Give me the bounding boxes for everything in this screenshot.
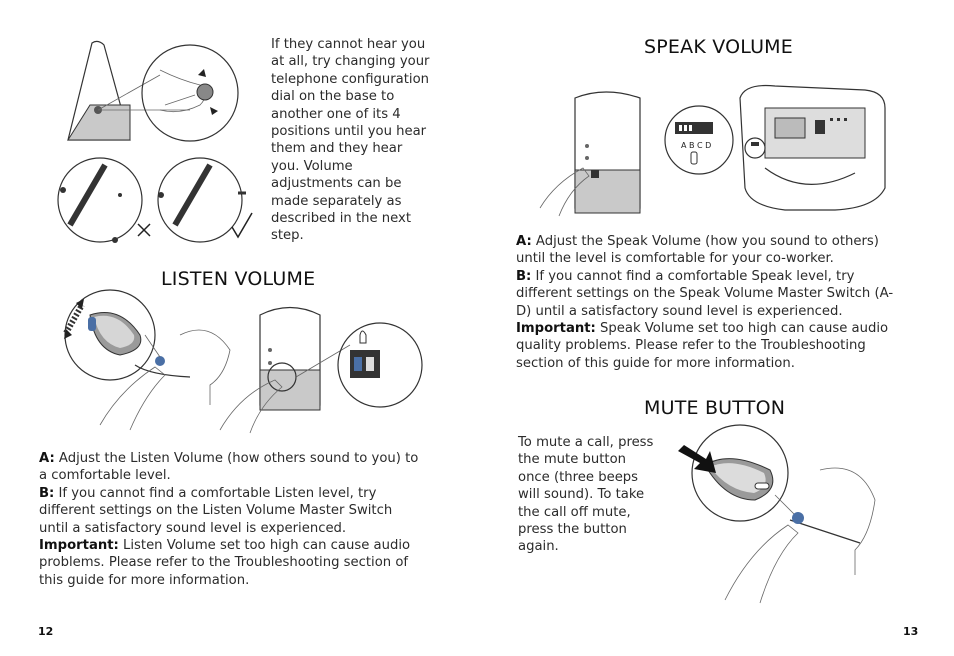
speak-b-label: B: xyxy=(516,268,532,284)
listen-b-label: B: xyxy=(39,485,55,501)
mute-button-heading: MUTE BUTTON xyxy=(644,397,786,419)
page-number-right: 13 xyxy=(903,625,919,638)
speak-b-text: If you cannot find a comfortable Speak level, try different settings on the Speak Volume Master Switch (A-D) until a satisfactory sound level is experienced. xyxy=(516,268,894,319)
speak-a-label: A: xyxy=(516,234,532,249)
config-dial-illustration xyxy=(60,35,260,245)
page-number-left: 12 xyxy=(38,625,54,638)
listen-volume-heading: LISTEN VOLUME xyxy=(161,268,316,290)
listen-b-text: If you cannot find a comfortable Listen level, try different settings on the Listen Volume Master Switch until a satisfactory sound level is experienced. xyxy=(39,485,393,536)
speak-switch-letters: A B C D xyxy=(681,141,712,150)
listen-volume-illustration xyxy=(60,295,440,435)
speak-a-text: Adjust the Speak Volume (how you sound to others) until the level is comfortable for your co-worker. xyxy=(516,234,879,267)
wrong-x-icon xyxy=(138,224,150,236)
listen-important-text: Listen Volume set too high can cause audio problems. Please refer to the Troubleshooting section of this guide for more information. xyxy=(39,538,411,588)
listen-a-label: A: xyxy=(39,451,55,466)
listen-important-label: Important: xyxy=(39,538,119,554)
speak-important-text: Speak Volume set too high can cause audio quality problems. Please refer to the Troubleshooting section of this guide for more information. xyxy=(516,321,889,371)
speak-important-label: Important: xyxy=(516,321,596,337)
speak-volume-text xyxy=(516,233,906,372)
arrow-icon xyxy=(678,445,716,473)
speak-volume-illustration xyxy=(535,78,905,223)
mute-button-text: To mute a call, press the mute button once (three beeps will sound). To take the call off mute, press the button again. xyxy=(518,435,654,555)
listen-a-text: Adjust the Listen Volume (how others sound to you) to a comfortable level. xyxy=(39,451,419,484)
mute-button-illustration xyxy=(670,425,890,605)
config-intro-text: If they cannot hear you at all, try changing your telephone configuration dial on the base to another one of its 4 positions until you hear them and they hear you. Volume adjustments can be made separately as described in the next step. xyxy=(271,37,430,244)
correct-check-icon xyxy=(232,213,252,237)
listen-volume-text xyxy=(39,450,424,589)
speak-volume-heading: SPEAK VOLUME xyxy=(644,36,793,58)
